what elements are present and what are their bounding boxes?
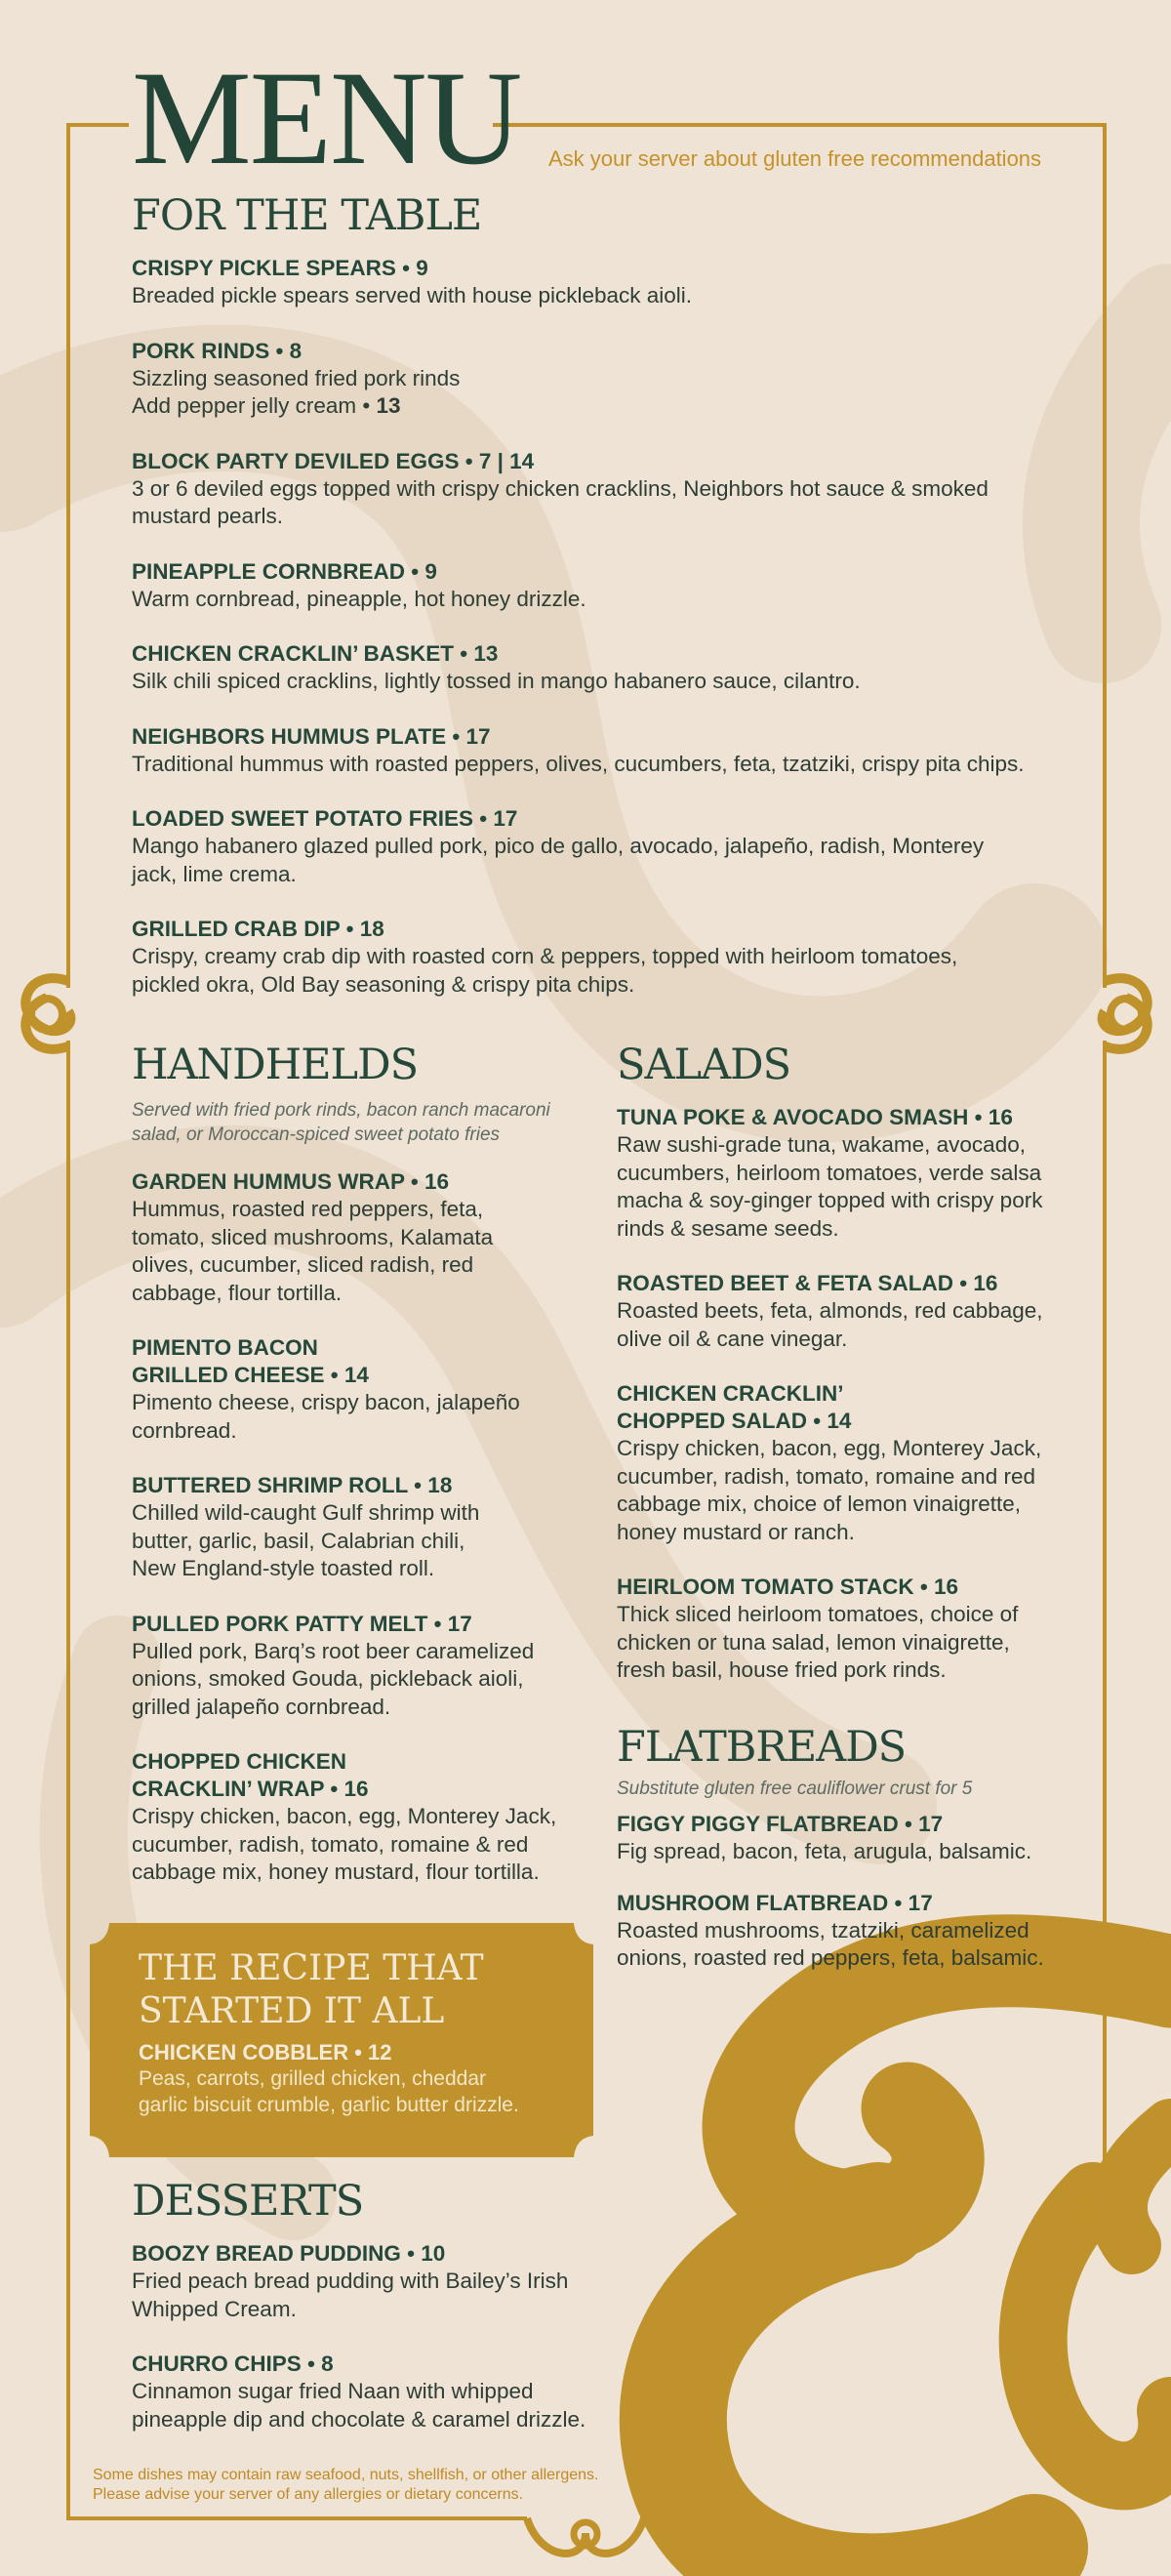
allergy-line: Please advise your server of any allergies or dietary concerns. — [93, 2486, 524, 2503]
item-name: PORK RINDS • 8 — [132, 338, 303, 363]
item-description: pineapple dip and chocolate & caramel drizzle. — [132, 2406, 586, 2432]
item-name: CHICKEN CRACKLIN’ BASKET • 13 — [132, 641, 499, 667]
item-name: GARDEN HUMMUS WRAP • 16 — [132, 1169, 449, 1195]
addon-price: 13 — [376, 393, 401, 419]
item-description: Traditional hummus with roasted peppers, olives, cucumbers, feta, tzatziki, crispy pita chips. — [132, 751, 1025, 776]
item-description: onions, smoked Gouda, pickleback aioli, — [132, 1666, 524, 1692]
menu-item — [617, 1104, 1105, 1243]
flatbreads-section — [617, 1725, 1105, 1996]
item-description: New England-style toasted roll. — [132, 1556, 435, 1581]
item-name: NEIGHBORS HUMMUS PLATE • 17 — [132, 723, 491, 749]
item-description: Pulled pork, Barq’s root beer caramelized — [132, 1638, 535, 1663]
menu-item — [132, 338, 1088, 421]
menu-item — [132, 1472, 600, 1583]
menu-item — [132, 2351, 815, 2433]
item-description: Breaded pickle spears served with house pickleback aioli. — [132, 283, 693, 308]
item-description: jack, lime crema. — [132, 861, 297, 886]
item-name: TUNA POKE & AVOCADO SMASH • 16 — [617, 1105, 1013, 1130]
item-description: cornbread. — [132, 1417, 237, 1443]
note-line: Served with fried pork rinds, bacon ranch macaroni — [132, 1100, 550, 1122]
item-description: Mango habanero glazed pulled pork, pico de gallo, avocado, jalapeño, radish, Monterey — [132, 834, 985, 859]
menu-item — [132, 1334, 600, 1445]
allergy-note — [93, 2466, 776, 2505]
item-description: cabbage, flour tortilla. — [132, 1280, 343, 1305]
item-description: mustard pearls. — [132, 504, 284, 529]
section-heading: FLATBREADS — [617, 1723, 907, 1772]
item-description: Roasted beets, feta, almonds, red cabbage, — [617, 1298, 1043, 1324]
item-description — [139, 2065, 568, 2118]
item-description: Thick sliced heirloom tomatoes, choice of — [617, 1602, 1019, 1627]
item-description: Warm cornbread, pineapple, hot honey drizzle. — [132, 586, 586, 611]
handhelds-section — [132, 1043, 600, 1914]
item-name: PINEAPPLE CORNBREAD • 9 — [132, 558, 437, 584]
menu-item — [132, 1748, 600, 1887]
item-description: cabbage mix, honey mustard, flour tortilla. — [132, 1860, 540, 1885]
item-description: fresh basil, house fried pork rinds. — [617, 1657, 947, 1683]
section-heading: FOR THE TABLE — [132, 191, 482, 240]
item-name: GRILLED CRAB DIP • 18 — [132, 917, 384, 942]
item-description: onions, roasted red peppers, feta, balsamic. — [617, 1945, 1044, 1971]
menu-title: MENU — [132, 43, 521, 192]
right-ornament — [1103, 978, 1148, 1049]
item-name: FIGGY PIGGY FLATBREAD • 17 — [617, 1812, 944, 1837]
item-description: pickled okra, Old Bay seasoning & crispy pita chips. — [132, 971, 635, 997]
description-line: garlic biscuit crumble, garlic butter drizzle. — [139, 2094, 519, 2116]
item-addon — [132, 392, 1088, 421]
desserts-section — [132, 2179, 815, 2461]
item-name: CHURRO CHIPS • 8 — [132, 2351, 334, 2377]
menu-item — [132, 448, 1088, 531]
menu-item — [617, 1811, 1105, 1866]
menu-item — [132, 1611, 600, 1722]
item-name: GRILLED CHEESE • 14 — [132, 1363, 369, 1388]
item-name: PULLED PORK PATTY MELT • 17 — [132, 1611, 472, 1636]
gluten-free-note: Ask your server about gluten free recommendations — [548, 146, 1042, 171]
item-description: Crispy chicken, bacon, egg, Monterey Jack, — [617, 1436, 1042, 1461]
heading-line: THE RECIPE THAT — [139, 1948, 484, 1988]
menu-item — [132, 1168, 600, 1307]
item-description: Fig spread, bacon, feta, arugula, balsamic. — [617, 1839, 1032, 1864]
item-name: BUTTERED SHRIMP ROLL • 18 — [132, 1473, 453, 1498]
item-description: Hummus, roasted red peppers, feta, — [132, 1197, 484, 1222]
recipe-box-heading — [139, 1947, 568, 2033]
menu-item — [617, 1270, 1105, 1353]
item-name: CRISPY PICKLE SPEARS • 9 — [132, 256, 428, 281]
item-description: Sizzling seasoned fried pork rinds — [132, 365, 461, 390]
addon-text: Add pepper jelly cream • — [132, 393, 377, 419]
section-heading: SALADS — [617, 1041, 791, 1089]
item-description: Cinnamon sugar fried Naan with whipped — [132, 2379, 534, 2404]
item-name: CHOPPED CHICKEN — [132, 1749, 347, 1775]
menu-item — [132, 723, 1088, 779]
item-description: Silk chili spiced cracklins, lightly tossed in mango habanero sauce, cilantro. — [132, 669, 861, 694]
note-line: Substitute gluten free cauliflower crust for 5 — [617, 1779, 973, 1800]
section-note — [617, 1777, 1105, 1801]
item-name: CHICKEN COBBLER • 12 — [139, 2040, 392, 2065]
description-line: Peas, carrots, grilled chicken, cheddar — [139, 2067, 487, 2090]
item-name: MUSHROOM FLATBREAD • 17 — [617, 1890, 933, 1915]
item-description: honey mustard or ranch. — [617, 1519, 855, 1544]
section-heading: HANDHELDS — [132, 1041, 419, 1089]
heading-line: STARTED IT ALL — [139, 1991, 445, 2031]
item-description: olives, cucumber, sliced radish, red — [132, 1252, 474, 1278]
item-description: cucumbers, heirloom tomatoes, verde salsa — [617, 1160, 1042, 1185]
menu-item — [132, 2240, 815, 2323]
faint-swirl-3 — [1081, 322, 1171, 625]
menu-item — [132, 640, 1088, 696]
item-description: chicken or tuna salad, lemon vinaigrette, — [617, 1629, 1010, 1655]
item-name: PIMENTO BACON — [132, 1335, 318, 1361]
item-name: CHICKEN CRACKLIN’ — [617, 1381, 844, 1407]
allergy-line: Some dishes may contain raw seafood, nuts, shellfish, or other allergens. — [93, 2467, 599, 2483]
item-description: cucumber, radish, tomato, romaine and red — [617, 1463, 1035, 1489]
item-description: cabbage mix, choice of lemon vinaigrette, — [617, 1492, 1021, 1517]
item-description: grilled jalapeño cornbread. — [132, 1694, 391, 1719]
menu-item — [132, 916, 1088, 999]
item-description: macha & soy-ginger topped with crispy pork — [617, 1188, 1043, 1213]
item-description: Whipped Cream. — [132, 2296, 297, 2321]
item-description: 3 or 6 deviled eggs topped with crispy chicken cracklins, Neighbors hot sauce & smoked — [132, 475, 989, 501]
section-heading: DESSERTS — [132, 2177, 364, 2226]
item-description: Crispy chicken, bacon, egg, Monterey Jack, — [132, 1804, 557, 1829]
menu-item — [132, 255, 1088, 310]
menu-item — [132, 558, 1088, 614]
item-description: Roasted mushrooms, tzatziki, caramelized — [617, 1917, 1030, 1942]
item-name: ROASTED BEET & FETA SALAD • 16 — [617, 1271, 998, 1296]
menu-item — [617, 1890, 1105, 1973]
item-description: butter, garlic, basil, Calabrian chili, — [132, 1528, 465, 1553]
item-name: LOADED SWEET POTATO FRIES • 17 — [132, 806, 518, 832]
for-the-table-section — [132, 193, 1088, 1026]
item-name: BLOCK PARTY DEVILED EGGS • 7 | 14 — [132, 448, 535, 473]
item-description: tomato, sliced mushrooms, Kalamata — [132, 1224, 494, 1249]
recipe-box — [90, 1923, 593, 2157]
menu-item — [617, 1574, 1105, 1685]
salads-section — [617, 1043, 1105, 1712]
item-description: Fried peach bread pudding with Bailey’s Irish — [132, 2269, 569, 2294]
section-note — [132, 1098, 600, 1147]
item-description: Crispy, creamy crab dip with roasted corn & peppers, topped with heirloom tomatoes, — [132, 944, 958, 969]
item-description: rinds & sesame seeds. — [617, 1215, 839, 1241]
menu-item — [617, 1380, 1105, 1546]
item-name: HEIRLOOM TOMATO STACK • 16 — [617, 1574, 958, 1600]
item-description: cucumber, radish, tomato, romaine & red — [132, 1831, 529, 1857]
item-description: olive oil & cane vinegar. — [617, 1326, 848, 1351]
menu-item — [132, 805, 1088, 888]
item-description: Pimento cheese, crispy bacon, jalapeño — [132, 1390, 520, 1415]
item-name: CHOPPED SALAD • 14 — [617, 1409, 852, 1434]
left-ornament — [25, 978, 70, 1049]
note-line: salad, or Moroccan-spiced sweet potato fries — [132, 1124, 501, 1146]
item-name: CRACKLIN’ WRAP • 16 — [132, 1777, 369, 1802]
item-description: Raw sushi-grade tuna, wakame, avocado, — [617, 1132, 1026, 1158]
bottom-ornament — [527, 2518, 644, 2554]
item-description: Chilled wild-caught Gulf shrimp with — [132, 1500, 480, 1526]
item-name: BOOZY BREAD PUDDING • 10 — [132, 2241, 446, 2267]
